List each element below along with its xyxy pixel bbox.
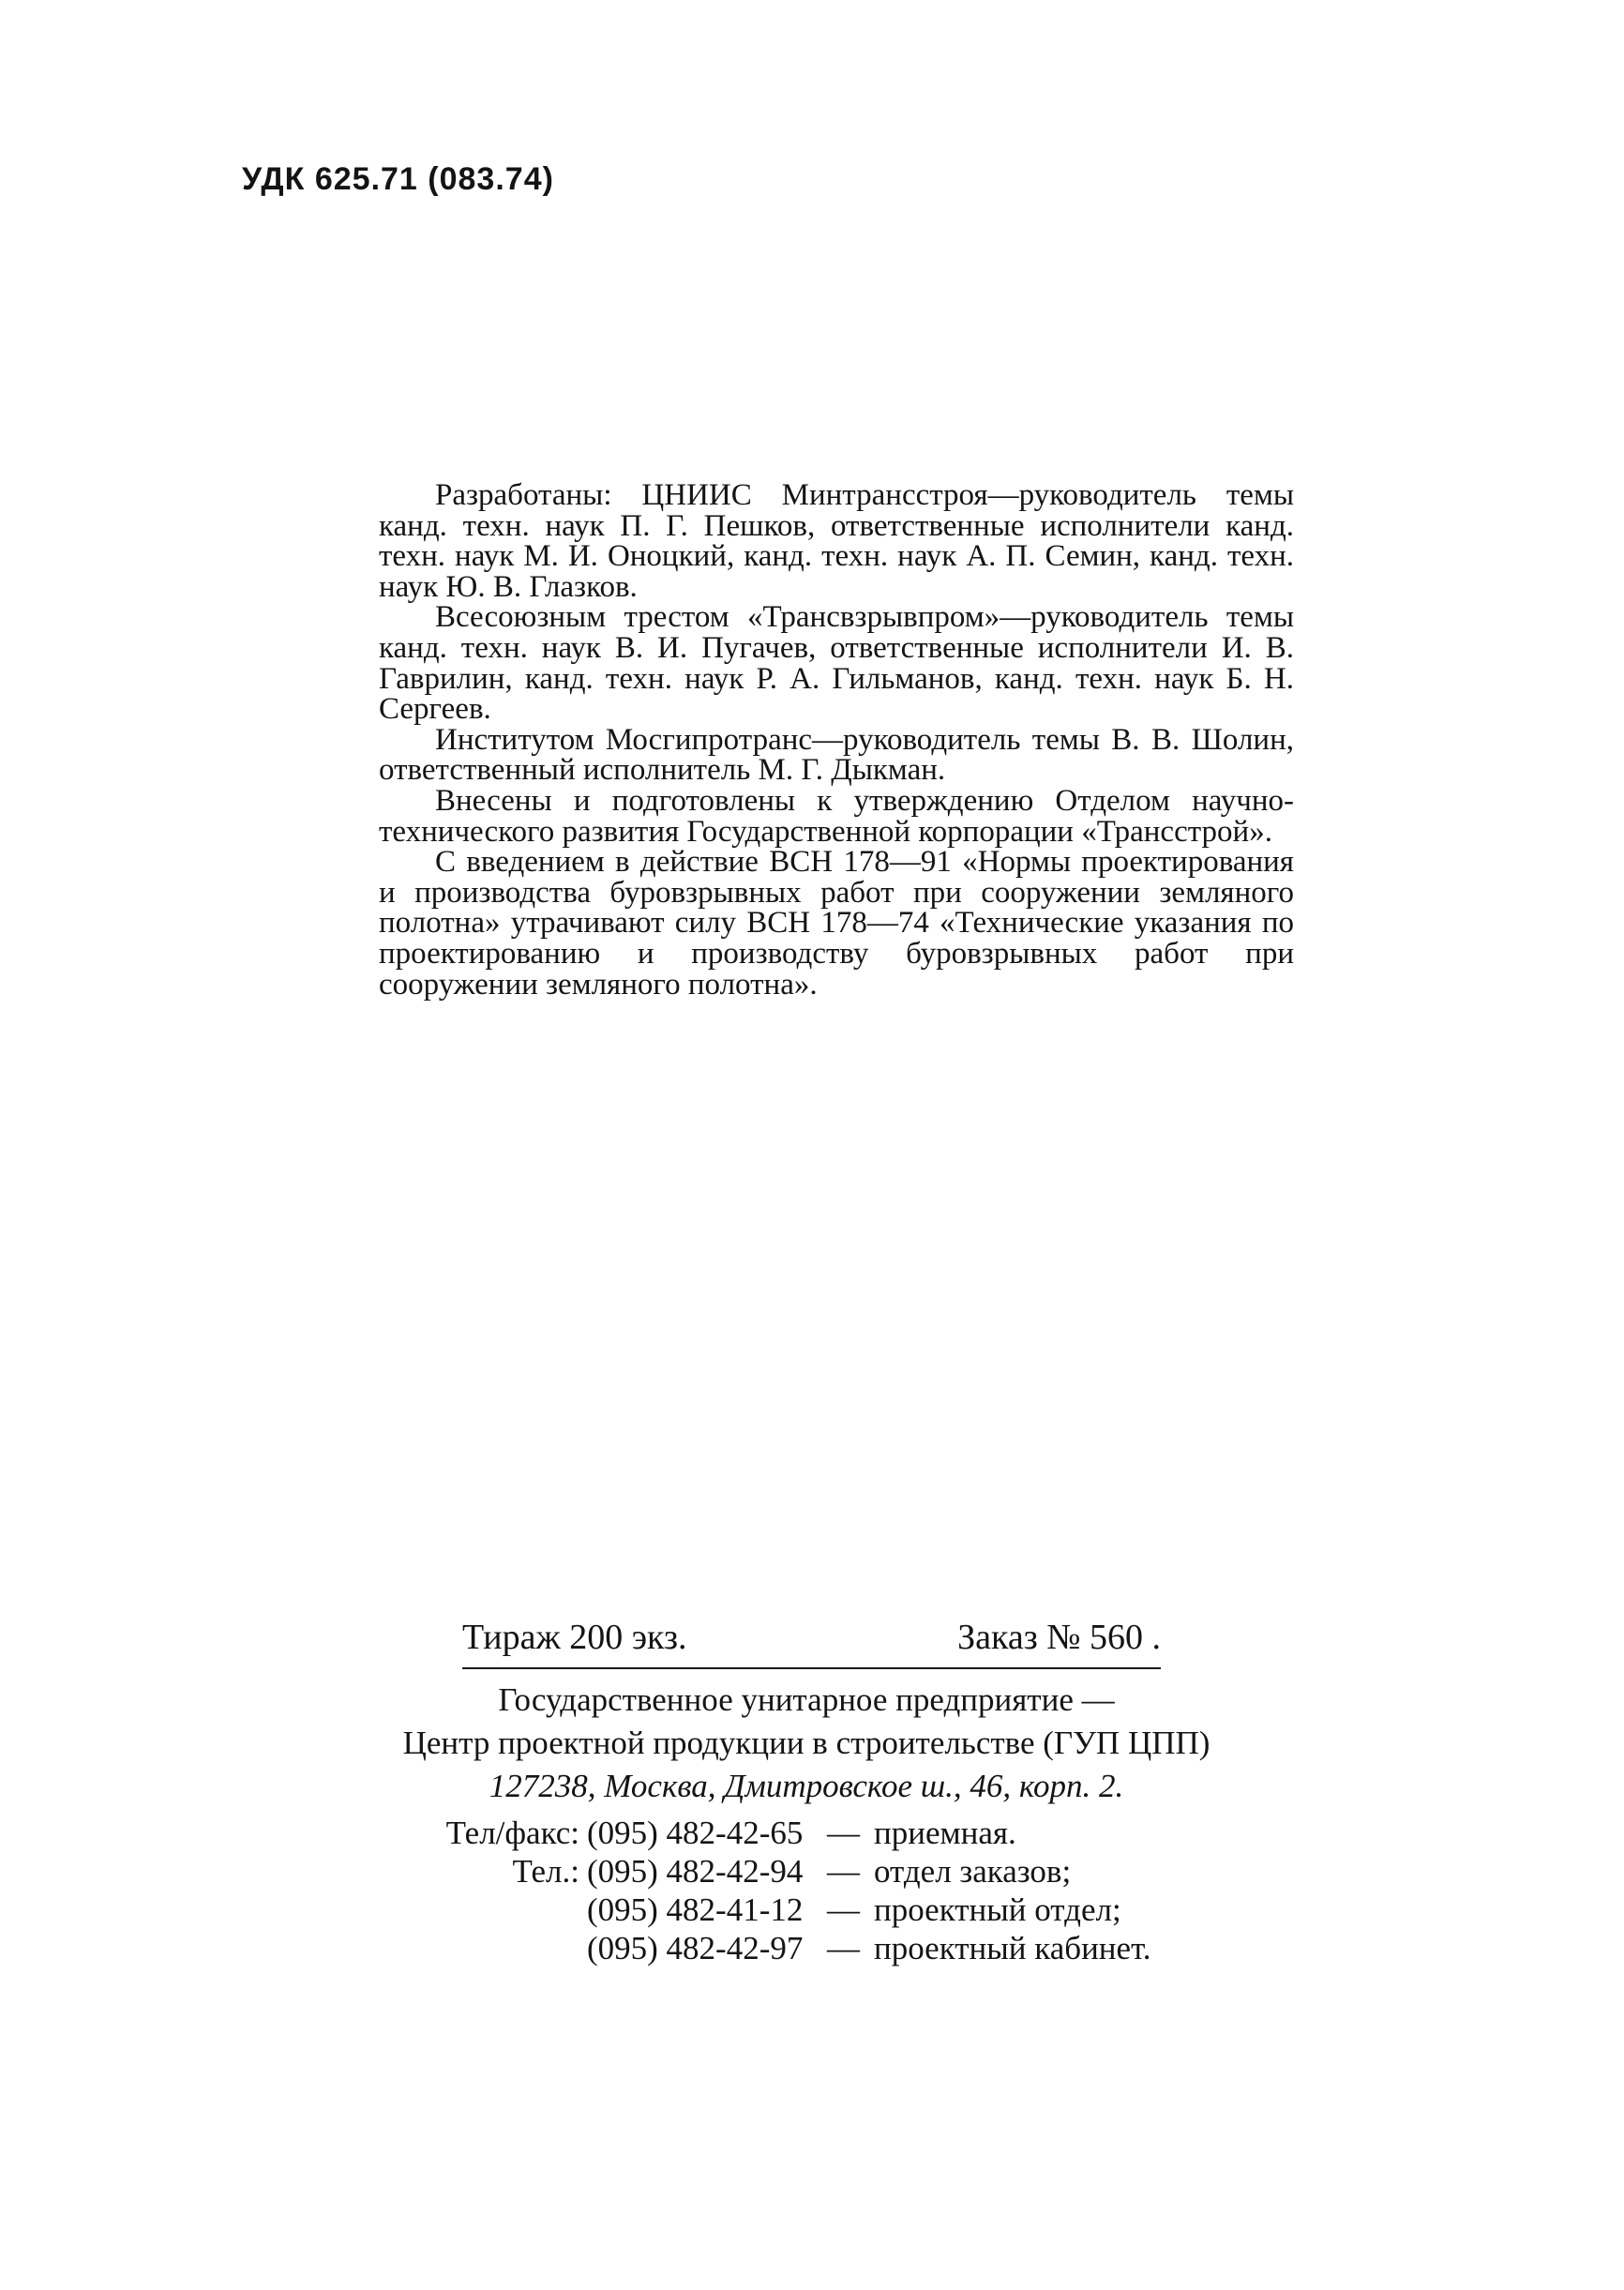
phone-number: (095) 482-42-65 [587, 1815, 804, 1851]
publisher-line-2: Центр проектной продукции в строительстве (ГУП ЦПП) [402, 1725, 1210, 1761]
phone-number: (095) 482-41-12 [587, 1891, 804, 1928]
phone-number: (095) 482-42-94 [587, 1853, 804, 1890]
phone-row [403, 1852, 1150, 1891]
phone-description: отдел заказов; [874, 1853, 1072, 1890]
order-number-text: Заказ № 560 . [957, 1618, 1161, 1657]
credits-block [379, 480, 1294, 1000]
phone-dash: — [827, 1891, 860, 1928]
phone-dash: — [827, 1930, 860, 1966]
credits-paragraph-supersedes: С введением в действие ВСН 178—91 «Нормы проектирования и производства буровзрывных работ при сооружении земляного полотна» утрачивают силу ВСН 178—74 «Технические указания по проектированию и производству буровзрывных работ при сооружении земляного полотна». [379, 845, 1294, 1002]
phone-dash: — [827, 1815, 860, 1851]
credits-paragraph-trust: Всесоюзным трестом «Трансвзрывпром»—руководитель темы канд. техн. наук В. И. Пугачев, ответственные исполнители И. В. Гаврилин, канд. техн. наук Р. А. Гильманов, канд. техн. наук Б. Н. Сергеев. [379, 600, 1294, 727]
phone-row [403, 1891, 1150, 1929]
phone-description: приемная. [874, 1815, 1016, 1851]
credits-paragraph-institute: Институтом Мосгипротранс—руководитель темы В. В. Шолин, ответственный исполнитель М. Г. Дыкман. [379, 722, 1294, 788]
imprint-row [462, 1617, 1161, 1669]
phone-description: проектный кабинет. [874, 1930, 1151, 1966]
phone-label: Тел/факс: [445, 1815, 579, 1851]
phone-dash: — [827, 1853, 860, 1890]
udk-code: УДК 625.71 (083.74) [242, 161, 554, 197]
phone-number: (095) 482-42-97 [587, 1930, 804, 1966]
phone-list [403, 1814, 1150, 1967]
publisher-line-1: Государственное унитарное предприятие — [498, 1681, 1115, 1718]
credits-paragraph-developers: Разработаны: ЦНИИС Минтрансстроя—руководитель темы канд. техн. наук П. Г. Пешков, ответственные исполнители канд. техн. наук М. И. Оноцкий, канд. техн. наук А. П. Семин, канд. техн. наук Ю. В. Глазков. [379, 478, 1294, 604]
publisher-address: 127238, Москва, Дмитровское ш., 46, корп. 2. [489, 1768, 1124, 1804]
publisher-block [309, 1679, 1303, 1808]
phone-label [403, 1929, 587, 1967]
circulation-text: Тираж 200 экз. [462, 1618, 687, 1657]
imprint-block [462, 1617, 1161, 1669]
phone-label [403, 1891, 587, 1929]
phone-row [403, 1814, 1150, 1852]
phone-description: проектный отдел; [874, 1891, 1121, 1928]
credits-paragraph-submitted: Внесены и подготовлены к утверждению Отделом научно-технического развития Государственной корпорации «Трансстрой». [379, 783, 1294, 849]
phone-label: Тел.: [512, 1853, 579, 1890]
phone-row [403, 1929, 1150, 1967]
